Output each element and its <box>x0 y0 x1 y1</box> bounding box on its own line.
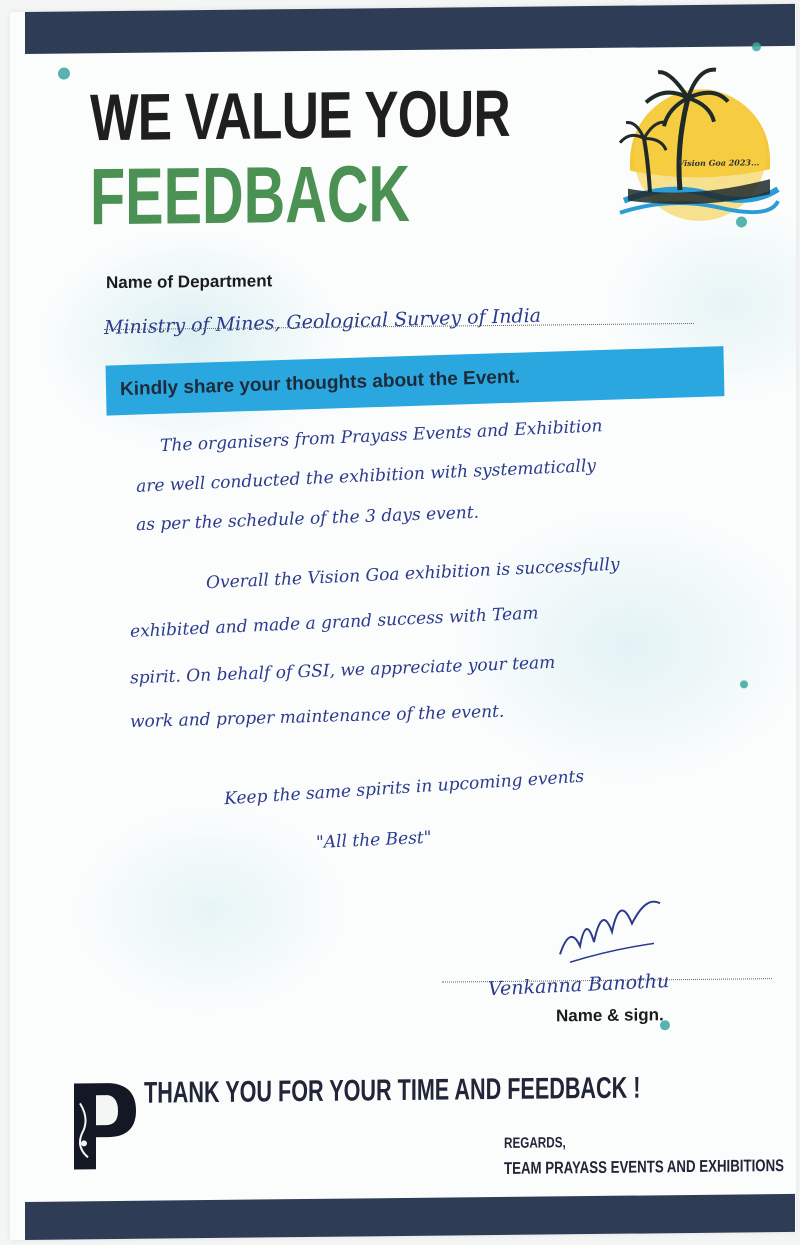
prompt-text: Kindly share your thoughts about the Event. <box>119 366 521 401</box>
department-label: Name of Department <box>106 271 273 293</box>
feedback-line: spirit. On behalf of GSI, we appreciate your team <box>129 652 556 689</box>
feedback-line: "All the Best" <box>315 827 432 853</box>
page-title-line1: WE VALUE YOUR <box>90 75 510 155</box>
prayass-logo <box>60 1073 140 1179</box>
feedback-line: Keep the same spirits in upcoming events <box>223 766 585 810</box>
feedback-line: Overall the Vision Goa exhibition is successfully <box>205 554 620 594</box>
feedback-line: work and proper maintenance of the event. <box>129 701 505 733</box>
signer-name: Venkanna Banothu <box>487 970 670 1001</box>
page-title-line2: FEEDBACK <box>90 148 411 242</box>
bottom-bar <box>25 1194 795 1240</box>
top-bar <box>25 4 795 54</box>
regards-text: REGARDS, <box>504 1134 566 1152</box>
feedback-line: as per the schedule of the 3 days event. <box>135 502 480 536</box>
name-sign-label: Name & sign. <box>556 1005 664 1026</box>
feedback-line: exhibited and made a grand success with Team <box>129 603 539 642</box>
logo-caption: Vision Goa 2023... <box>678 157 760 169</box>
decor-dot <box>58 67 70 79</box>
thank-you-text: THANK YOU FOR YOUR TIME AND FEEDBACK ! <box>144 1071 641 1110</box>
feedback-line: The organisers from Prayass Events and Exhibition <box>159 416 603 457</box>
prompt-banner <box>106 346 725 415</box>
decor-dot <box>740 680 748 688</box>
department-value: Ministry of Mines, Geological Survey of India <box>103 304 542 339</box>
vision-goa-logo <box>610 49 780 226</box>
team-text: TEAM PRAYASS EVENTS AND EXHIBITIONS <box>504 1156 784 1178</box>
feedback-form-sheet <box>10 4 796 1240</box>
signature <box>550 883 670 974</box>
feedback-line: are well conducted the exhibition with systematically <box>135 455 597 497</box>
